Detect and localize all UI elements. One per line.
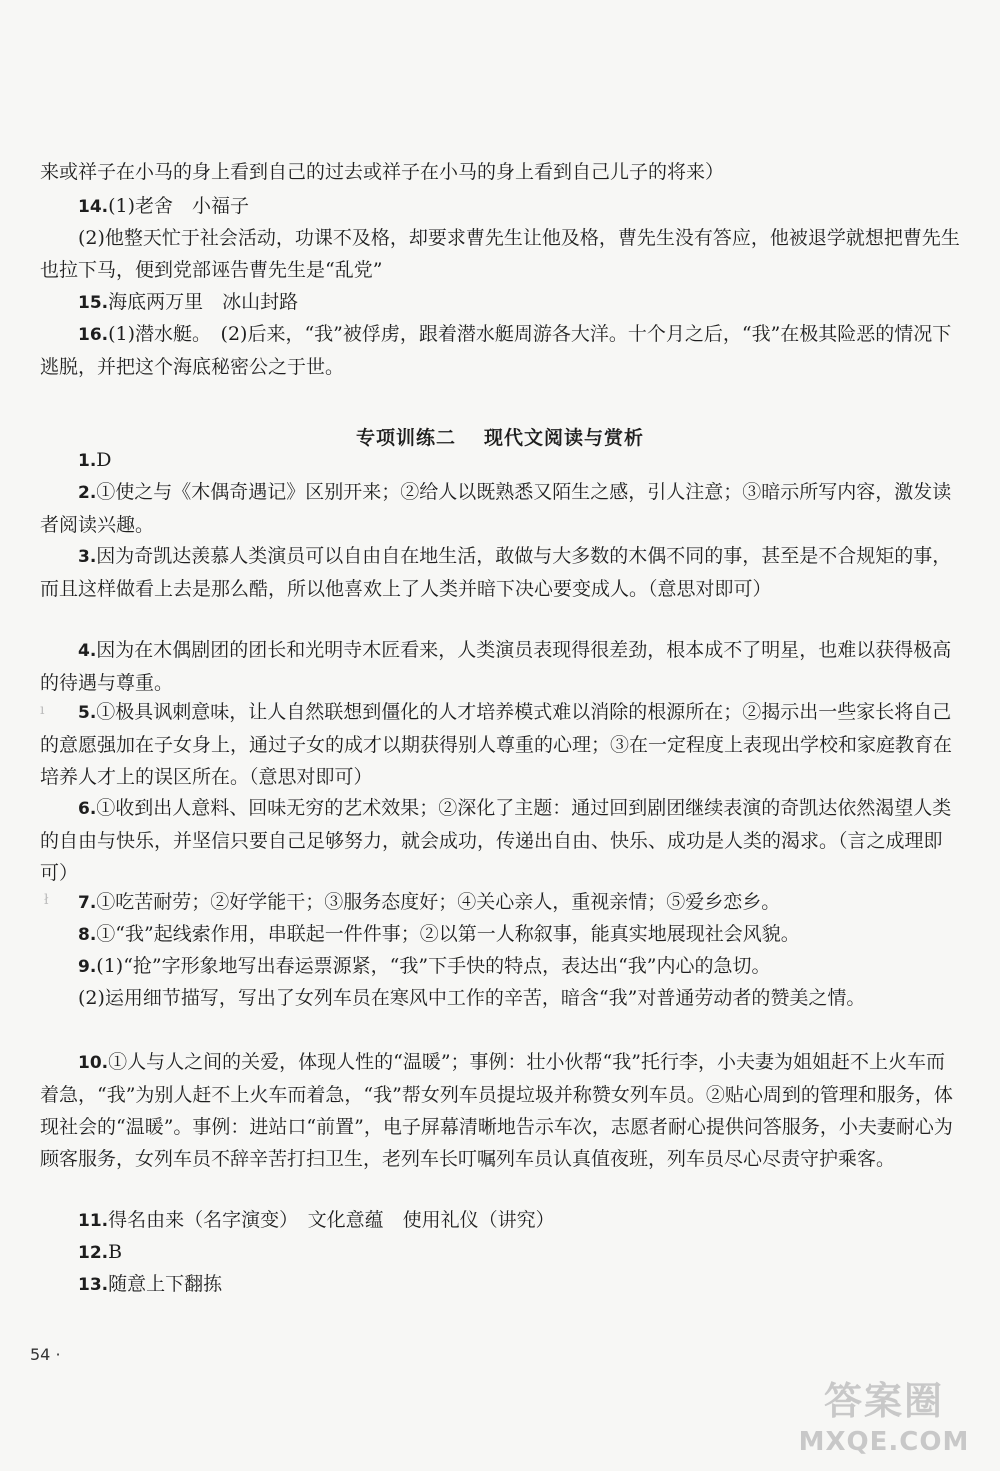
answer-number: 5. xyxy=(78,703,97,723)
answer-7 xyxy=(40,886,960,919)
margin-mark: ł xyxy=(44,892,49,908)
answer-1 xyxy=(40,444,960,477)
answer-text: D xyxy=(96,449,112,471)
answer-number: 11. xyxy=(78,1211,109,1231)
answer-text: ①人与人之间的关爱，体现人性的“温暖”；事例：壮小伙帮“我”托行李，小夫妻为姐姐赶不上火车而着急，“我”为别人赶不上火车而着急，“我”帮女列车员提垃圾并称赞女列车员。②贴心周到的管理和服务，体现社会的“温暖”。事例：进站口“前置”，电子屏幕清晰地告示车次，志愿者耐心提供问答服务，小夫妻耐心为顾客服务，女列车员不辞辛苦打扫卫生，老列车长叮嘱列车员认真值夜班，列车员尽心尽责守护乘客。 xyxy=(40,1051,953,1170)
answer-12 xyxy=(40,1236,960,1269)
answer-2 xyxy=(40,476,960,541)
answer-number: 1. xyxy=(78,451,97,471)
answer-text: 因为在木偶剧团的团长和光明寺木匠看来，人类演员表现得很差劲，根本成不了明星，也难以获得极高的待遇与尊重。 xyxy=(40,639,952,694)
answer-9-part2: (2)运用细节描写，写出了女列车员在寒风中工作的辛苦，暗含“我”对普通劳动者的赞美之情。 xyxy=(78,987,866,1009)
answer-14-part2: (2)他整天忙于社会活动，功课不及格，却要求曹先生让他及格，曹先生没有答应，他被退学就想把曹先生也拉下马，便到党部诬告曹先生是“乱党” xyxy=(40,227,960,281)
answer-number: 14. xyxy=(78,197,109,217)
answer-number: 9. xyxy=(78,957,97,977)
answer-number: 7. xyxy=(78,893,97,913)
answer-number: 15. xyxy=(78,293,109,313)
answer-16 xyxy=(40,318,960,383)
answer-8 xyxy=(40,918,960,951)
answer-number: 10. xyxy=(78,1053,109,1073)
watermark-bottom: MXQE.COM xyxy=(798,1427,970,1457)
answer-text: ①收到出人意料、回味无穷的艺术效果；②深化了主题：通过回到剧团继续表演的奇凯达依然渴望人类的自由与快乐，并坚信只要自己足够努力，就会成功，传递出自由、快乐、成功是人类的渴求。（言之成理即可） xyxy=(40,797,952,884)
answer-number: 2. xyxy=(78,483,97,503)
answer-text: 海底两万里 冰山封路 xyxy=(108,291,299,313)
answer-4 xyxy=(40,634,960,699)
answer-text: ①“我”起线索作用，串联起一件件事；②以第一人称叙事，能真实地展现社会风貌。 xyxy=(96,923,800,945)
answer-11 xyxy=(40,1204,960,1237)
answer-9-part1 xyxy=(40,950,960,983)
section-title-part1: 专项训练二 xyxy=(355,427,456,449)
answer-text: B xyxy=(108,1241,123,1263)
answer-text: (1)潜水艇。 (2)后来，“我”被俘虏，跟着潜水艇周游各大洋。十个月之后，“我”在极其险恶的情况下逃脱，并把这个海底秘密公之于世。 xyxy=(40,323,952,378)
watermark-top: 答案圈 xyxy=(823,1379,944,1423)
page-number: 54 · xyxy=(30,1345,61,1364)
answer-text: ①极具讽刺意味，让人自然联想到僵化的人才培养模式难以消除的根源所在；②揭示出一些家长将自己的意愿强加在子女身上，通过子女的成才以期获得别人尊重的心理；③在一定程度上表现出学校和家庭教育在培养人才上的误区所在。（意思对即可） xyxy=(40,701,953,788)
continued-line: 来或祥子在小马的身上看到自己的过去或祥子在小马的身上看到自己儿子的将来） xyxy=(40,161,725,183)
answer-number: 16. xyxy=(78,325,109,345)
answer-number: 6. xyxy=(78,799,97,819)
answer-10 xyxy=(40,1046,960,1175)
answer-text: 因为奇凯达羡慕人类演员可以自由自在地生活，敢做与大多数的木偶不同的事，甚至是不合规矩的事，而且这样做看上去是那么酷，所以他喜欢上了人类并暗下决心要变成人。（意思对即可） xyxy=(40,545,952,600)
answer-3 xyxy=(40,540,960,605)
answer-number: 12. xyxy=(78,1243,109,1263)
answer-6 xyxy=(40,792,960,889)
answer-text: ①吃苦耐劳；②好学能干；③服务态度好；④关心亲人，重视亲情；⑤爱乡恋乡。 xyxy=(96,891,781,913)
answer-text: ①使之与《木偶奇遇记》区别开来；②给人以既熟悉又陌生之感，引人注意；③暗示所写内容，激发读者阅读兴趣。 xyxy=(40,481,952,536)
answer-number: 3. xyxy=(78,547,97,567)
answer-text: 随意上下翻拣 xyxy=(108,1273,223,1295)
answer-number: 4. xyxy=(78,641,97,661)
answer-number: 13. xyxy=(78,1275,109,1295)
answer-text: (1)“抢”字形象地写出春运票源紧，“我”下手快的特点，表达出“我”内心的急切。 xyxy=(96,955,771,977)
answer-text: (1)老舍 小福子 xyxy=(108,195,250,217)
watermark-logo xyxy=(784,1375,984,1465)
answer-14-part1 xyxy=(40,190,960,223)
answer-number: 8. xyxy=(78,925,97,945)
answer-13 xyxy=(40,1268,960,1301)
margin-mark: ı xyxy=(40,702,45,718)
answer-text: 得名由来（名字演变） 文化意蕴 使用礼仪（讲究） xyxy=(108,1209,555,1231)
section-title-part2: 现代文阅读与赏析 xyxy=(484,427,645,449)
answer-15 xyxy=(40,286,960,319)
answer-5 xyxy=(40,696,960,793)
